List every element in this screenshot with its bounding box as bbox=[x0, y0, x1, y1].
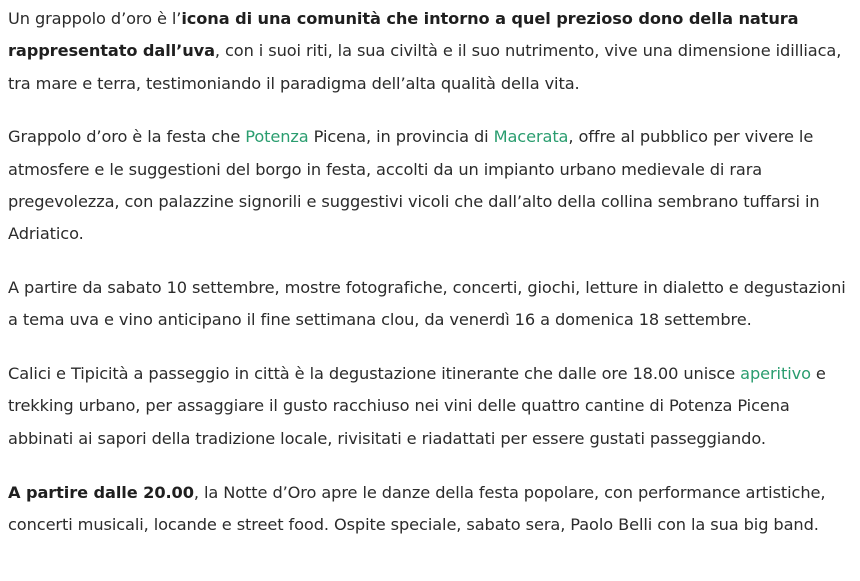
link-potenza[interactable]: Potenza bbox=[245, 127, 309, 147]
paragraph-text: , offre al pubblico per vivere le atmosfere e le suggestioni del borgo in festa, accolti da un impianto urbano medievale di rara pregevolezza, con palazzine signorili e suggestivi vicoli che dall’alto della collina sembrano tuffarsi in Adriatico. bbox=[8, 127, 820, 244]
paragraph-text: e trekking urbano, per assaggiare il gusto racchiuso nei vini delle quattro cantine di Potenza Picena abbinati ai sapori della tradizione locale, rivisitati e riadattati per essere gustati passeggiando. bbox=[8, 364, 826, 448]
paragraph-text: , la Notte d’Oro apre le danze della festa popolare, con performance artistiche, concerti musicali, locande e street food. Ospite speciale, sabato sera, Paolo Belli con la sua big band. bbox=[8, 482, 826, 534]
paragraph-text: A partire da sabato 10 settembre, mostre fotografiche, concerti, giochi, letture in dialetto e degustazioni a tema uva e vino anticipano il fine settimana clou, da venerdì 16 a domenica 18 settembre. bbox=[8, 278, 846, 330]
paragraph-schedule bbox=[8, 272, 858, 337]
paragraph-intro bbox=[8, 3, 858, 100]
link-macerata[interactable]: Macerata bbox=[493, 127, 569, 147]
bold-highlight: icona di una comunità che intorno a quel prezioso dono della natura rappresentato dall’uva bbox=[8, 9, 799, 61]
paragraph-tasting bbox=[8, 358, 858, 455]
paragraph-text: Picena, in provincia di bbox=[308, 127, 494, 147]
link-aperitivo[interactable]: aperitivo bbox=[740, 364, 811, 384]
paragraph-text: Grappolo d’oro è la festa che bbox=[8, 127, 246, 147]
paragraph-text: , con i suoi riti, la sua civiltà e il suo nutrimento, vive una dimensione idilliaca, tra mare e terra, testimoniando il paradigma dell’alta qualità della vita. bbox=[8, 41, 842, 93]
bold-highlight: A partire dalle 20.00 bbox=[8, 482, 194, 502]
article-body bbox=[8, 3, 858, 541]
paragraph-text: Calici e Tipicità a passeggio in città è la degustazione itinerante che dalle ore 18.00 unisce bbox=[8, 364, 741, 384]
paragraph-festival bbox=[8, 121, 858, 250]
paragraph-text: Un grappolo d’oro è l’ bbox=[8, 9, 182, 28]
paragraph-night bbox=[8, 477, 858, 542]
